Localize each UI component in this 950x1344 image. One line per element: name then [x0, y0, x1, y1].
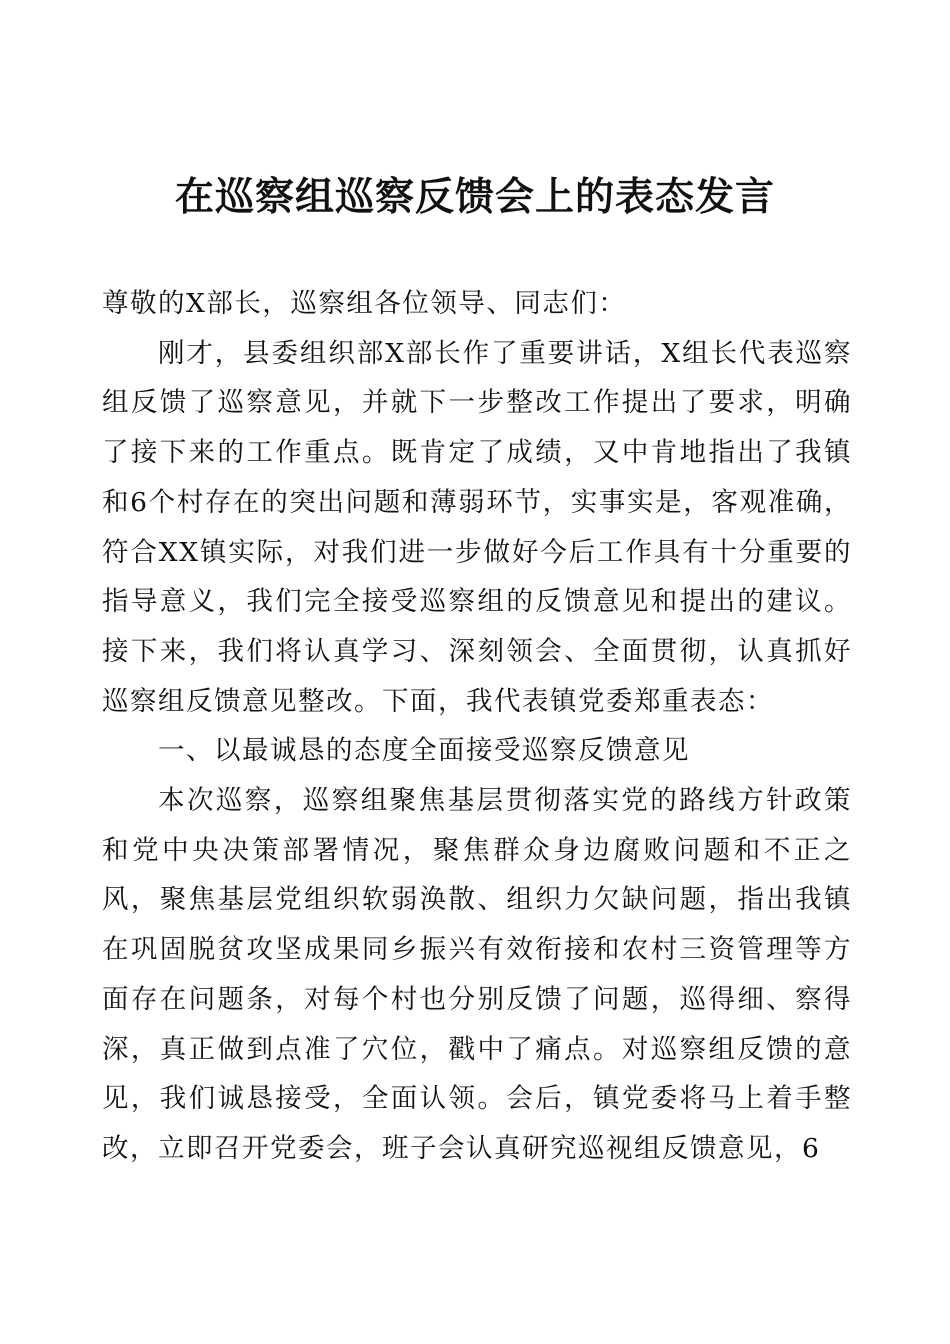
document-body [102, 279, 852, 1174]
salutation: 尊敬的X部长，巡察组各位领导、同志们： [102, 288, 627, 319]
section-heading-1: 一、以最诚恳的态度全面接受巡察反馈意见 [158, 735, 690, 767]
paragraph-section-1: 本次巡察，巡察组聚焦基层贯彻落实党的路线方针政策和党中央决策部署情况，聚焦群众身边腐败问题和不正之风，聚焦基层党组织软弱涣散、组织力欠缺问题，指出我镇在巩固脱贫攻坚成果同乡振兴有效衔接和农村三资管理等方面存在问题条，对每个村也分别反馈了问题，巡得细、察得深，真正做到点准了穴位，戳中了痛点。对巡察组反馈的意见，我们诚恳接受，全面认领。会后，镇党委将马上着手整改，立即召开党委会，班子会认真研究巡视组反馈意见，6 [102, 785, 852, 1164]
paragraph-opening: 刚才，县委组织部X部长作了重要讲话，X组长代表巡察组反馈了巡察意见，并就下一步整改工作提出了要求，明确了接下来的工作重点。既肯定了成绩，又中肯地指出了我镇和6个村存在的突出问题和薄弱环节，实事实是，客观准确，符合XX镇实际，对我们进一步做好今后工作具有十分重要的指导意义，我们完全接受巡察组的反馈意见和提出的建议。接下来，我们将认真学习、深刻领会、全面贯彻，认真抓好巡察组反馈意见整改。下面，我代表镇党委郑重表态： [102, 337, 852, 717]
document-title: 在巡察组巡察反馈会上的表态发言 [174, 175, 775, 220]
